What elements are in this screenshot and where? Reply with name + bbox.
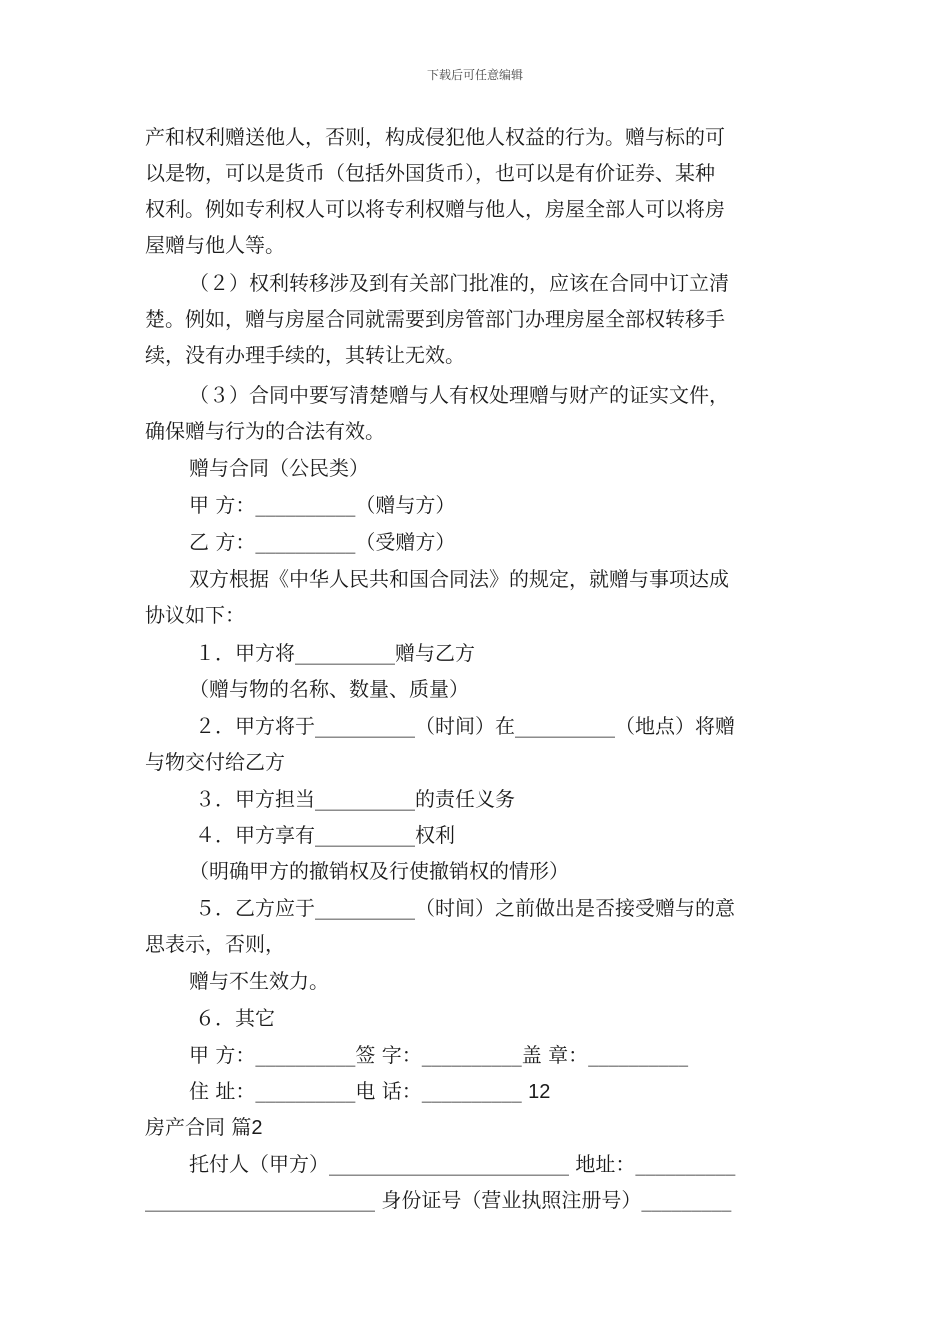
clause-note: （明确甲方的撤销权及行使撤销权的情形） bbox=[189, 859, 569, 883]
clause-note: （赠与物的名称、数量、质量） bbox=[189, 677, 469, 701]
page-header: 下载后可任意编辑 bbox=[426, 68, 523, 82]
clause-line: ２．甲方将于__________（时间）在__________（地点）将赠 bbox=[195, 714, 735, 738]
paragraph-line: 双方根据《中华人民共和国合同法》的规定，就赠与事项达成 bbox=[189, 567, 729, 591]
clause-line: ４．甲方享有__________权利 bbox=[195, 823, 455, 847]
paragraph-line: 以是物，可以是货币（包括外国货币），也可以是有价证券、某种 bbox=[145, 161, 715, 185]
clause-line: 赠与不生效力。 bbox=[189, 969, 329, 993]
page-number: 12 bbox=[528, 1081, 551, 1103]
paragraph-line: （３）合同中要写清楚赠与人有权处理赠与财产的证实文件， bbox=[189, 383, 729, 407]
contract-title: 赠与合同（公民类） bbox=[189, 456, 369, 480]
paragraph-line: 确保赠与行为的合法有效。 bbox=[145, 419, 385, 443]
id-number-line: _______________________ 身份证号（营业执照注册号）_________ bbox=[145, 1188, 732, 1212]
paragraph-line: 屋赠与他人等。 bbox=[145, 233, 285, 257]
paragraph-line: 协议如下： bbox=[145, 603, 245, 627]
clause-line: ６．其它 bbox=[195, 1006, 275, 1030]
address-phone-fields: 住 址：__________电 话：__________ bbox=[189, 1079, 522, 1103]
clause-line: ３．甲方担当__________的责任义务 bbox=[195, 787, 515, 811]
clause-line: 思表示，否则， bbox=[145, 932, 285, 956]
paragraph-line: 产和权利赠送他人，否则，构成侵犯他人权益的行为。赠与标的可 bbox=[145, 125, 725, 149]
paragraph-line: 楚。例如，赠与房屋合同就需要到房管部门办理房屋全部权转移手 bbox=[145, 307, 725, 331]
clause-line: １．甲方将__________赠与乙方 bbox=[195, 641, 475, 665]
section-title bbox=[145, 1109, 262, 1146]
paragraph-line: 权利。例如专利权人可以将专利权赠与他人，房屋全部人可以将房 bbox=[145, 197, 725, 221]
principal-line: 托付人（甲方）________________________ 地址：__________ bbox=[189, 1152, 736, 1176]
signature-line: 甲 方：__________签 字：__________盖 章：__________ bbox=[189, 1043, 689, 1067]
paragraph-line: （２）权利转移涉及到有关部门批准的，应该在合同中订立清 bbox=[189, 271, 729, 295]
clause-line: ５．乙方应于__________（时间）之前做出是否接受赠与的意 bbox=[195, 896, 735, 920]
party-a-line: 甲 方：__________（赠与方） bbox=[189, 493, 456, 517]
clause-line: 与物交付给乙方 bbox=[145, 750, 285, 774]
section-number: 2 bbox=[251, 1117, 263, 1139]
paragraph-line: 续，没有办理手续的，其转让无效。 bbox=[145, 343, 465, 367]
section-title-text: 房产合同 篇 bbox=[145, 1115, 252, 1139]
address-line bbox=[189, 1073, 550, 1110]
party-b-line: 乙 方：__________（受赠方） bbox=[189, 530, 456, 554]
